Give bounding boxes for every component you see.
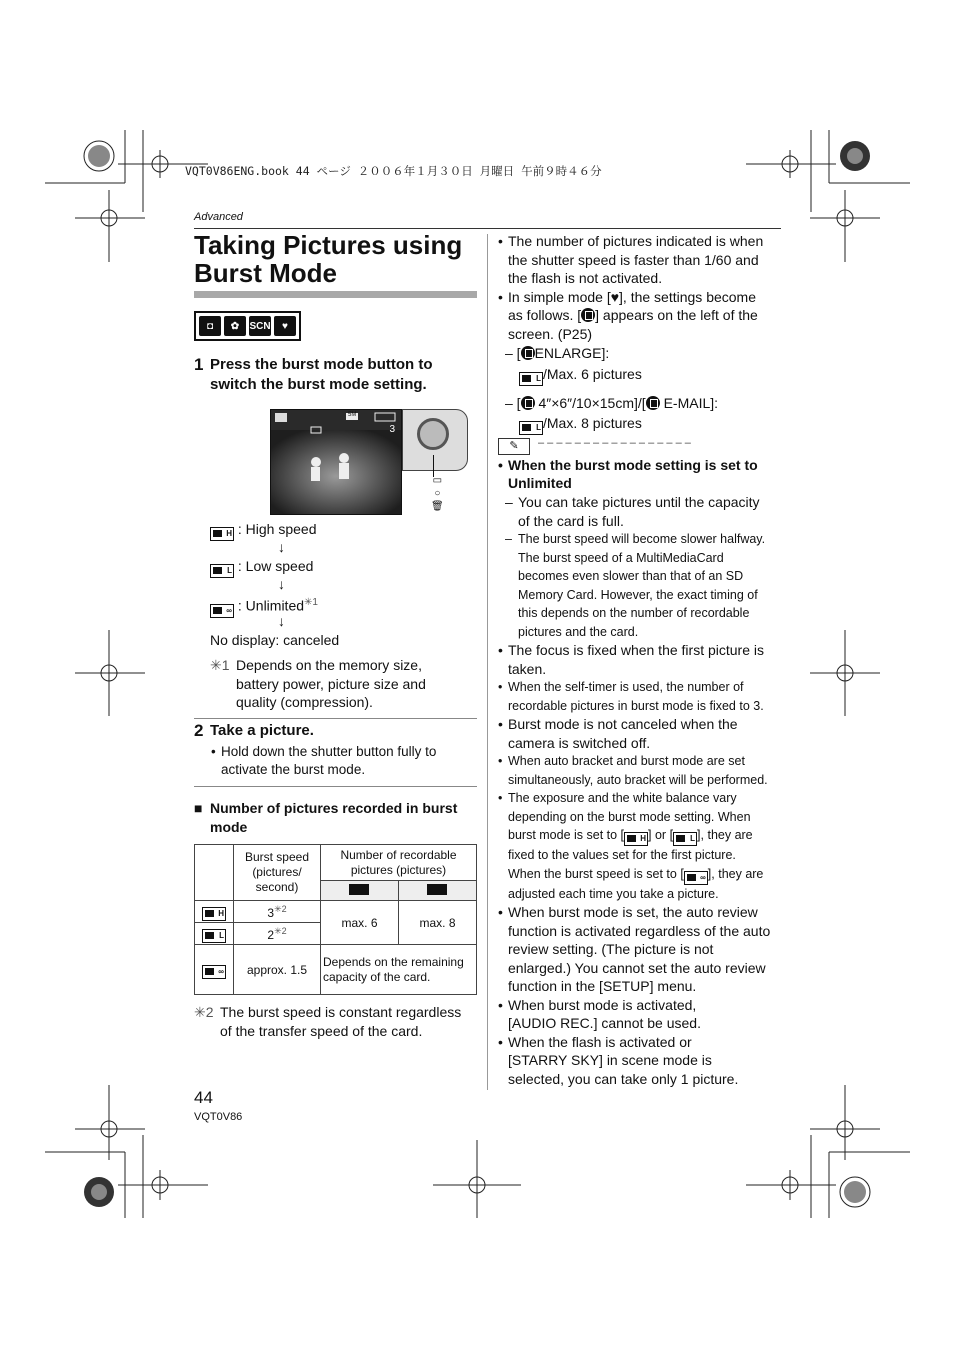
step-1-line-1: Press the burst mode button to xyxy=(210,356,433,373)
text-line: The burst speed of a MultiMediaCard xyxy=(518,550,724,565)
note-dash-rule: – – – – – – – – – – – – – – – – – xyxy=(538,437,691,449)
table-row-high-speed xyxy=(234,901,321,923)
speed-value: 2 xyxy=(267,927,275,942)
note-audio-rec xyxy=(497,996,782,1033)
burst-low-icon: L xyxy=(519,421,543,435)
cycle-arrow-icon: ↓ xyxy=(278,539,285,555)
simple-mode-icon: ♥ xyxy=(274,316,296,336)
lcd-shot-count: 3 xyxy=(389,424,395,435)
header-rule xyxy=(194,228,781,229)
text-part: burst mode is set to [ xyxy=(508,828,625,842)
title-line-1: Taking Pictures using xyxy=(194,230,463,260)
square-bullet-icon: ■ xyxy=(194,800,203,816)
text-part: ], they are xyxy=(697,828,753,842)
center-button-icon: ○ xyxy=(434,488,441,499)
text-part: ] appears on the left of the xyxy=(595,307,758,323)
size-indicator-icon xyxy=(581,308,595,322)
text-line: • When burst mode is set, the auto review xyxy=(508,904,758,920)
text-line: Unlimited xyxy=(508,475,572,491)
page-number: 44 xyxy=(194,1088,213,1107)
text-line: – The burst speed will become slower halfway. xyxy=(518,532,766,546)
footnote-1-line: Depends on the memory size, xyxy=(236,657,422,673)
enlarge-icon xyxy=(521,346,535,360)
text-line: adjusted each time you take a picture. xyxy=(508,886,719,901)
burst-low-icon: L xyxy=(210,564,234,578)
text-line: the flash is not activated. xyxy=(508,270,663,286)
burst-unlimited-icon: ∞ xyxy=(202,965,226,979)
burst-unlimited-icon: ∞ xyxy=(684,871,708,885)
note-icon: ✎ xyxy=(498,438,530,455)
text-line: the shutter speed is faster than 1/60 and xyxy=(508,251,759,268)
text-line: function is activated regardless of the auto xyxy=(508,922,771,939)
model-code: VQT0V86 xyxy=(194,1111,243,1123)
cycle-arrow-icon: ↓ xyxy=(278,576,285,592)
title-line-2: Burst Mode xyxy=(194,258,337,288)
table-heading xyxy=(194,799,476,837)
text-part: ENLARGE]: xyxy=(534,345,610,361)
burst-cycle xyxy=(210,520,460,650)
simple-enlarge xyxy=(497,344,782,386)
table-corner xyxy=(195,845,234,901)
text-line: fixed to the values set for the first picture. xyxy=(508,848,736,862)
right-column xyxy=(497,232,782,435)
text-line: • When the self-timer is used, the number of xyxy=(508,680,744,694)
table-row-low-speed xyxy=(234,923,321,945)
page-title xyxy=(194,231,462,287)
text-line: • Burst mode is not canceled when the xyxy=(508,716,738,732)
footnote-1-line: battery power, picture size and xyxy=(236,675,426,692)
lcd-screen-illustration xyxy=(270,409,402,515)
burst-high-icon: H xyxy=(210,527,234,541)
burst-low-icon: L xyxy=(202,929,226,943)
button-icons xyxy=(431,474,444,513)
cycle-unlimited-label: : Unlimited xyxy=(237,597,305,614)
text-part: ], they are xyxy=(707,866,764,881)
step-2-text: Take a picture. xyxy=(210,722,314,739)
table-row-unlimited-speed: approx. 1.5 xyxy=(234,945,321,995)
cycle-low-label: : Low speed xyxy=(237,558,314,574)
text-line: [AUDIO REC.] cannot be used. xyxy=(508,1015,701,1031)
text-line: • When the burst mode setting is set to xyxy=(508,457,758,473)
text-line: camera is switched off. xyxy=(508,734,651,751)
footnote-ref: ✳2 xyxy=(274,925,287,936)
note-exposure xyxy=(497,789,782,903)
text-line: depending on the burst mode setting. When xyxy=(508,809,751,824)
text-line: becomes even slower than that of an SD xyxy=(518,569,744,583)
table-heading-line: mode xyxy=(210,819,248,835)
text-line: [STARRY SKY] in scene mode is xyxy=(508,1052,712,1068)
footnote-2-mark: ✳2 xyxy=(194,1004,214,1020)
cycle-high-label: : High speed xyxy=(237,521,317,537)
footnote-2-line: of the transfer speed of the card. xyxy=(220,1022,423,1039)
divider xyxy=(194,718,477,719)
header-burst-speed: Burst speed (pictures/ second) xyxy=(234,845,321,901)
trash-icon: 🗑 xyxy=(431,501,444,512)
footnote-ref: ✳1 xyxy=(304,597,318,608)
step-number: 2 xyxy=(194,721,204,740)
bullet-line: activate the burst mode. xyxy=(221,762,366,777)
table-heading-line: Number of pictures recorded in burst xyxy=(210,800,458,816)
step-2-bullet xyxy=(210,743,475,779)
text-part: /Max. 6 pictures xyxy=(543,365,642,382)
applicable-modes xyxy=(194,311,301,341)
camera-back-illustration xyxy=(402,409,468,471)
table-row-low-icon xyxy=(195,923,234,945)
step-1-line-2: switch the burst mode setting. xyxy=(210,376,427,393)
text-part: – [ xyxy=(505,394,521,411)
scene-mode-icon: SCN xyxy=(249,316,271,336)
text-line: • The number of pictures indicated is when xyxy=(508,233,764,249)
note-auto-review xyxy=(497,903,782,996)
text-part: – [ xyxy=(505,345,521,361)
text-line: simultaneously, auto bracket will be performed. xyxy=(508,772,768,787)
footnote-2-line: The burst speed is constant regardless xyxy=(220,1004,462,1020)
burst-high-icon: H xyxy=(202,907,226,921)
macro-mode-icon: ✿ xyxy=(224,316,246,336)
simple-4x6 xyxy=(497,394,782,436)
text-part: ], the settings become xyxy=(619,288,756,305)
step-number: 1 xyxy=(194,355,204,374)
table-row-unlimited-count: Depends on the remaining capacity of the card. xyxy=(321,945,477,995)
print-header: VQT0V86ENG.book 44 ページ ２００６年１月３０日 月曜日 午前９時４６分 xyxy=(185,164,602,178)
table-row-unlimited-icon xyxy=(195,945,234,995)
speed-value: 3 xyxy=(267,905,275,920)
text-line: • When auto bracket and burst mode are set xyxy=(508,754,745,768)
table-row-high-icon xyxy=(195,901,234,923)
text-line: • The focus is fixed when the first picture is xyxy=(508,642,764,658)
divider xyxy=(194,786,477,787)
text-line: review setting. (The picture is not xyxy=(508,941,714,957)
burst-button-icon: ▭ xyxy=(432,475,443,486)
camera-mode-icon: ◘ xyxy=(199,316,221,336)
text-part: ] or [ xyxy=(648,828,674,842)
note-not-canceled xyxy=(497,715,782,752)
text-line: – You can take pictures until the capacity xyxy=(518,494,760,510)
heart-icon: ♥ xyxy=(610,288,620,305)
cycle-high xyxy=(210,520,460,538)
text-line: of the card is full. xyxy=(518,512,624,529)
title-underline xyxy=(194,291,477,298)
note-focus xyxy=(497,641,782,678)
step-1 xyxy=(194,355,474,395)
text-line: screen. (P25) xyxy=(508,325,593,342)
burst-low-icon: L xyxy=(673,832,697,846)
section-label: Advanced xyxy=(194,211,243,223)
lcd-scene xyxy=(271,410,401,514)
note-auto-bracket xyxy=(497,752,782,789)
cycle-low xyxy=(210,557,460,575)
column-divider xyxy=(487,234,488,1090)
footnote-1-mark: ✳1 xyxy=(210,657,230,673)
cycle-arrow-icon: ↓ xyxy=(278,613,285,629)
footnote-2 xyxy=(194,1003,476,1040)
print-size-icon xyxy=(521,396,535,410)
size-small-icon xyxy=(398,881,476,901)
footnote-ref: ✳2 xyxy=(274,903,287,914)
text-part: E-MAIL]: xyxy=(663,394,719,411)
text-line: Memory Card. However, the exact timing of xyxy=(518,587,758,602)
unlimited-slowdown xyxy=(505,530,782,641)
burst-high-icon: H xyxy=(624,832,648,846)
max-normal: max. 6 xyxy=(321,901,399,945)
text-line: • When the flash is activated or xyxy=(508,1033,692,1050)
text-part: /Max. 8 pictures xyxy=(543,415,642,431)
text-line: pictures and the card. xyxy=(518,624,639,639)
max-small: max. 8 xyxy=(398,901,476,945)
text-line: function in the [SETUP] menu. xyxy=(508,978,697,994)
text-line: taken. xyxy=(508,660,547,677)
size-normal-icon xyxy=(321,881,399,901)
text-line: • When burst mode is activated, xyxy=(508,996,697,1013)
text-line: enlarged.) You cannot set the auto review xyxy=(508,959,766,976)
bullet-line: • Hold down the shutter button fully to xyxy=(210,743,475,761)
note-shots-condition xyxy=(497,232,782,288)
note-simple-mode xyxy=(497,288,782,344)
footnote-1-line: quality (compression). xyxy=(236,694,373,710)
note-flash xyxy=(497,1033,782,1089)
text-part: 4″×6″/10×15cm]/[ xyxy=(538,394,646,411)
step-2 xyxy=(194,721,474,741)
email-icon xyxy=(646,396,660,410)
text-line: this depends on the number of recordable xyxy=(518,606,750,620)
text-part: as follows. [ xyxy=(508,307,582,323)
text-line: • The exposure and the white balance vary xyxy=(508,791,737,805)
dial-icon xyxy=(417,418,449,450)
cycle-none-label: No display: canceled xyxy=(210,632,340,648)
right-notes xyxy=(497,456,782,1088)
burst-low-icon: L xyxy=(519,372,543,386)
cycle-unlimited xyxy=(210,594,460,615)
burst-unlimited-icon: ∞ xyxy=(210,604,234,618)
unlimited-capacity xyxy=(505,493,782,530)
text-line: recordable pictures in burst mode is fixed to 3. xyxy=(508,698,764,713)
header-recordable: Number of recordable pictures (pictures) xyxy=(321,845,477,881)
note-self-timer xyxy=(497,678,782,715)
text-line: selected, you can take only 1 picture. xyxy=(508,1070,739,1087)
text-part: In simple mode [ xyxy=(508,288,611,305)
burst-table xyxy=(194,844,477,995)
text-part: When the burst speed is set to [ xyxy=(508,866,684,881)
lcd-picture-size: 5M xyxy=(348,412,357,418)
unlimited-heading xyxy=(497,456,782,492)
footnote-1 xyxy=(210,656,470,712)
